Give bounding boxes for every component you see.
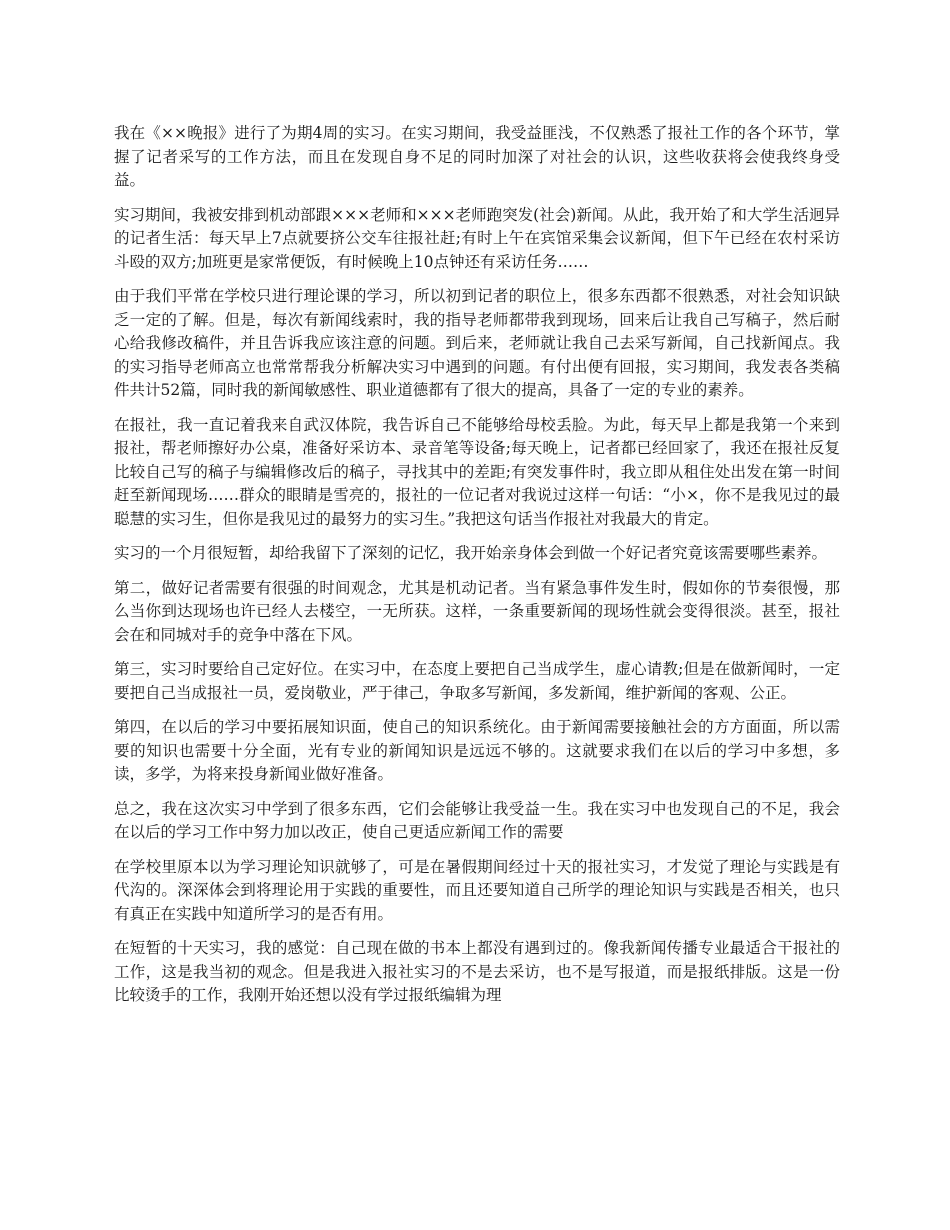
paragraph-8: 第四，在以后的学习中要拓展知识面，使自己的知识系统化。由于新闻需要接触社会的方方面面，所以需要的知识也需要十分全面，光有专业的新闻知识是远远不够的。这就要求我们在以后的学习中多想，多读，多学，为将来投身新闻业做好准备。 (114, 718, 840, 783)
paragraph-6: 第二，做好记者需要有很强的时间观念，尤其是机动记者。当有紧急事件发生时，假如你的节奏很慢，那么当你到达现场也许已经人去楼空，一无所获。这样，一条重要新闻的现场性就会变得很淡。甚至，报社会在和同城对手的竞争中落在下风。 (114, 578, 840, 644)
paragraph-1: 我在《××晚报》进行了为期4周的实习。在实习期间，我受益匪浅，不仅熟悉了报社工作的各个环节，掌握了记者采写的工作方法，而且在发现自身不足的同时加深了对社会的认识，这些收获将会使我终身受益。 (114, 124, 840, 189)
document-body (114, 122, 840, 1019)
paragraph-2: 实习期间，我被安排到机动部跟×××老师和×××老师跑突发(社会)新闻。从此，我开始了和大学生活迥异的记者生活：每天早上7点就要挤公交车往报社赶;有时上午在宾馆采集会议新闻，但下午已经在农村采访斗殴的双方;加班更是家常便饭，有时候晚上10点钟还有采访任务…… (114, 205, 840, 271)
paragraph-5: 实习的一个月很短暂，却给我留下了深刻的记忆，我开始亲身体会到做一个好记者究竟该需要哪些素养。 (114, 544, 828, 562)
paragraph-9: 总之，我在这次实习中学到了很多东西，它们会能够让我受益一生。我在实习中也发现自己的不足，我会在以后的学习工作中努力加以改正，使自己更适应新闻工作的需要 (114, 799, 840, 841)
paragraph-11: 在短暂的十天实习，我的感觉：自己现在做的书本上都没有遇到过的。像我新闻传播专业最适合干报社的工作，这是我当初的观念。但是我进入报社实习的不是去采访，也不是写报道，而是报纸排版。这是一份比较烫手的工作，我刚开始还想以没有学过报纸编辑为理 (114, 939, 840, 1004)
paragraph-3: 由于我们平常在学校只进行理论课的学习，所以初到记者的职位上，很多东西都不很熟悉，对社会知识缺乏一定的了解。但是，每次有新闻线索时，我的指导老师都带我到现场，回来后让我自己写稿子，然后耐心给我修改稿件，并且告诉我应该注意的问题。到后来，老师就让我自己去采写新闻，自己找新闻点。我的实习指导老师高立也常常帮我分析解决实习中遇到的问题。有付出便有回报，实习期间，我发表各类稿件共计52篇，同时我的新闻敏感性、职业道德都有了很大的提高，具备了一定的专业的素养。 (114, 287, 840, 399)
paragraph-7: 第三，实习时要给自己定好位。在实习中，在态度上要把自己当成学生，虚心请教;但是在做新闻时，一定要把自己当成报社一员，爱岗敬业，严于律己，争取多写新闻，多发新闻，维护新闻的客观、公正。 (114, 660, 840, 702)
paragraph-4: 在报社，我一直记着我来自武汉体院，我告诉自己不能够给母校丢脸。为此，每天早上都是我第一个来到报社，帮老师擦好办公桌，准备好采访本、录音笔等设备;每天晚上，记者都已经回家了，我还在报社反复比较自己写的稿子与编辑修改后的稿子，寻找其中的差距;有突发事件时，我立即从租住处出发在第一时间赶至新闻现场……群众的眼睛是雪亮的，报社的一位记者对我说过这样一句话：“小×，你不是我见过的最聪慧的实习生，但你是我见过的最努力的实习生。”我把这句话当作报社对我最大的肯定。 (114, 415, 840, 528)
paragraph-10: 在学校里原本以为学习理论知识就够了，可是在暑假期间经过十天的报社实习，才发觉了理论与实践是有代沟的。深深体会到将理论用于实践的重要性，而且还要知道自己所学的理论知识与实践是否相关，也只有真正在实践中知道所学习的是否有用。 (114, 857, 840, 923)
